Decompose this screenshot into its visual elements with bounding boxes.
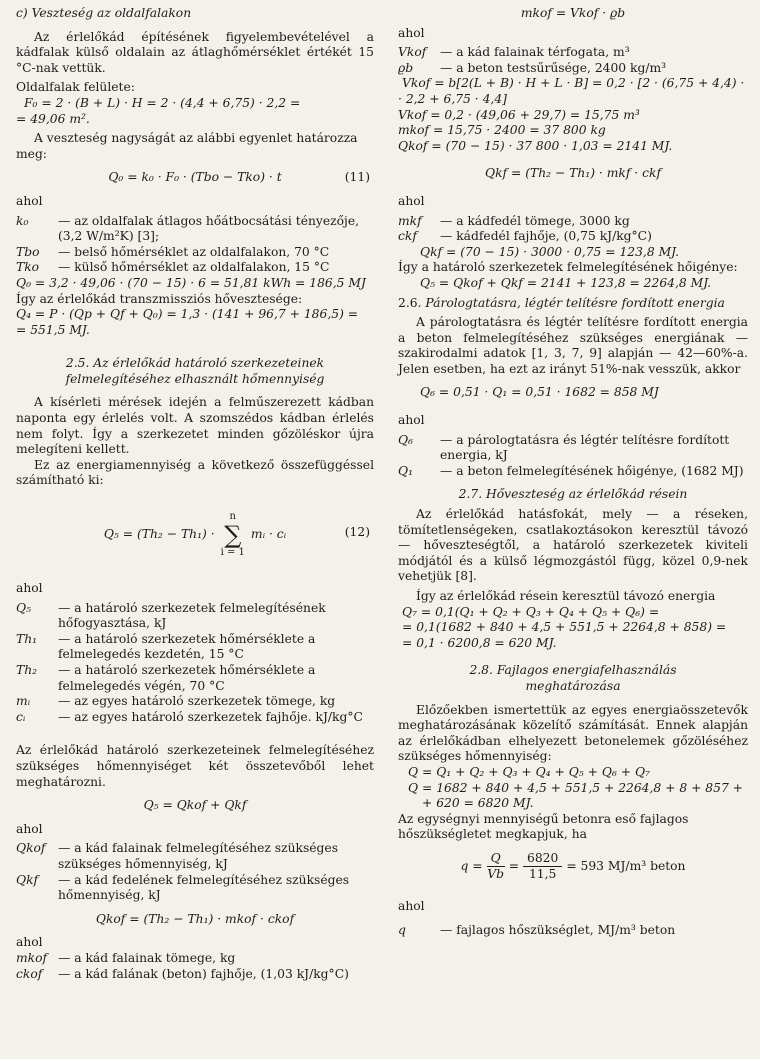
calc-vkof-line2: · 2,2 + 6,75 · 4,4] (398, 91, 507, 106)
two-components-paragraph: Az érlelőkád határoló szerkezeteinek felmelegítéséhez szükséges hőmennyiséget két összetevőből lehet meghatározni. (16, 743, 374, 789)
definition-symbol: Qkf (16, 872, 39, 887)
calc-q-line2: Q = 1682 + 840 + 4,5 + 551,5 + 2264,8 + 8 + 857 + (408, 780, 743, 795)
definition-symbol: Q₅ (16, 600, 32, 615)
calc-mkof: mkof = 15,75 · 2400 = 37 800 kg (398, 123, 606, 138)
ahol-label: ahol (398, 413, 425, 428)
calc-q7-line1: Q₇ = 0,1(Q₁ + Q₂ + Q₃ + Q₄ + Q₅ + Q₆) = (402, 604, 660, 619)
transmission-text: Így az érlelőkád transzmissziós hővesztesége: (16, 291, 303, 306)
equation-11 (16, 170, 374, 186)
definition-text: — az oldalfalak átlagos hőátbocsátási tényezője, (3,2 W/m²K) [3]; (58, 213, 360, 244)
definition-symbol: Tbo (16, 244, 40, 259)
definition-q (398, 923, 748, 939)
definition-q1 (398, 464, 748, 480)
equation-11-number: (11) (344, 170, 370, 185)
definition-text: — a beton felmelegítésének hőigénye, (1682 MJ) (440, 463, 744, 478)
definition-text: — az egyes határoló szerkezetek fajhője. kJ/kg°C (58, 709, 363, 724)
ahol-label: ahol (398, 25, 425, 40)
left-column (16, 6, 374, 982)
definition-text: — külső hőmérséklet az oldalfalakon, 15 °C (58, 260, 330, 275)
fraction-2-numerator: 6820 (523, 851, 562, 868)
definition-text: — a határoló szerkezetek hőmérséklete a felmelegedés végén, 70 °C (58, 663, 316, 693)
definition-text: — a kád falainak felmelegítéséhez szükséges szükséges hőmennyiség, kJ (58, 841, 339, 871)
definition-tko (16, 260, 374, 276)
definition-text: — a határoló szerkezetek felmelegítésének hőfogyasztása, kJ (58, 600, 326, 631)
definition-text: — a kádfedél tömege, 3000 kg (440, 213, 630, 228)
ahol-label: ahol (398, 193, 425, 208)
equation-q5: Q₅ = Qkof + Qkf (143, 798, 247, 813)
definition-qkof (16, 841, 374, 872)
calc-q-line3: + 620 = 6820 MJ. (422, 796, 534, 811)
summation (221, 511, 245, 559)
definition-q6 (398, 433, 748, 464)
equation-mkof: mkof = Vkof · ϱb (520, 6, 626, 20)
definition-text: — kádfedél fajhője, (0,75 kJ/kg°C) (440, 229, 652, 244)
calc-q-line1: Q = Q₁ + Q₂ + Q₃ + Q₄ + Q₅ + Q₆ + Q₇ (408, 764, 651, 779)
fraction-2 (523, 851, 562, 883)
definition-th1 (16, 632, 374, 663)
frac-result: = 593 MJ/m³ beton (566, 859, 686, 874)
definition-symbol: Q₆ (398, 432, 414, 447)
calc-q7-line2: = 0,1(1682 + 840 + 4,5 + 551,5 + 2264,8 + 858) = (402, 620, 727, 635)
calc-q5: Q₅ = Qkof + Qkf = 2141 + 123,8 = 2264,8 MJ. (420, 275, 712, 290)
fraction-1 (487, 851, 505, 883)
definition-symbol: Tko (16, 260, 40, 275)
definition-text: — belső hőmérséklet az oldalfalakon, 70 °C (58, 244, 330, 259)
fraction-2-denominator: 11,5 (528, 867, 557, 882)
definition-ckf (398, 229, 748, 245)
definition-symbol: Th₂ (16, 663, 38, 677)
fraction-1-numerator: Q (487, 851, 505, 868)
ahol-label: ahol (16, 581, 43, 596)
definition-symbol: k₀ (16, 213, 29, 228)
equation-qkf: Qkf = (Th₂ − Th₁) · mkf · ckf (484, 166, 662, 181)
equation-12-number: (12) (344, 525, 370, 540)
ahol-label: ahol (398, 898, 425, 913)
walls-label: Oldalfalak felülete: (16, 80, 135, 95)
sum-upper-limit: n (229, 511, 236, 523)
calc-qkf: Qkf = (70 − 15) · 3000 · 0,75 = 123,8 MJ. (420, 244, 680, 259)
right-column (398, 6, 748, 938)
calc-q6: Q₆ = 0,51 · Q₁ = 0,51 · 1682 = 858 MJ (420, 385, 659, 400)
definition-th2 (16, 663, 374, 694)
calc-vkof-line1: Vkof = b[2(L + B) · H + L · B] = 0,2 · [2 · (6,75 + 4,4) · (402, 76, 745, 91)
definition-text: — a határoló szerkezetek hőmérséklete a felmelegedés kezdetén, 15 °C (58, 631, 316, 662)
section-2-5-paragraph-1: A kísérleti mérések idején a felműszerezett kádban naponta egy érlelés volt. A szomszédos kádban érlelés nem folyt. Így a szerkezetet minden gőzöléskor újra melegíteni kellett. (16, 395, 374, 457)
definition-text: — a kád falainak térfogata, m³ (440, 45, 630, 60)
sum-icon: ∑ (224, 521, 242, 550)
calc-q4-line2: = 551,5 MJ. (16, 322, 90, 337)
frac-lhs: q = (460, 859, 483, 874)
sum-lower-limit: i = 1 (220, 547, 245, 559)
definition-symbol: ϱb (398, 60, 414, 75)
definition-symbol: cᵢ (16, 709, 26, 724)
section-2-6-heading: Párologtatásra, légtér telítésre fordított energia (425, 295, 725, 310)
walls-equation-1: F₀ = 2 · (B + L) · H = 2 · (4,4 + 6,75) · 2,2 = (24, 95, 301, 110)
walls-equation-2: = 49,06 m². (16, 111, 90, 126)
ahol-label: ahol (16, 193, 43, 208)
definition-ci (16, 710, 374, 726)
definition-text: — a beton testsűrűsége, 2400 kg/m³ (440, 60, 667, 75)
section-2-7-paragraph: Az érlelőkád hatásfokát, mely — a réseken, tömítetlenségeken, csatlakoztásokon keresztül távozó — hőveszteségtől, a határoló szerkezetek kiviteli módjától és a külső légmozgástól függ, közel 0,9-nek vehetjük [8]. (398, 507, 748, 584)
section-2-7-paragraph-2: Így az érlelőkád résein keresztül távozó energia (416, 589, 716, 603)
equation-12-right: mᵢ · cᵢ (250, 527, 287, 542)
definition-text: — a kád fedelének felmelegítéséhez szükséges hőmennyiség, kJ (58, 872, 350, 903)
section-c-title: c) Veszteség az oldalfalakon (16, 6, 192, 20)
definition-symbol: Qkof (16, 841, 46, 856)
intro-paragraph: Az érlelőkád építésének figyelembevételével a kádfalak külső oldalain az átlaghőmérséklet értékét 15 °C-nak vettük. (16, 29, 374, 75)
equation-12-left: Q₅ = (Th₂ − Th₁) · (103, 527, 215, 542)
section-2-5-paragraph-2: Ez az energiamennyiség a következő összefüggéssel számítható ki: (16, 457, 374, 488)
definition-symbol: mᵢ (16, 694, 31, 709)
total-heat-text: Így a határoló szerkezetek felmelegítésének hőigénye: (398, 260, 738, 275)
section-2-6-number: 2.6. (398, 295, 422, 310)
section-2-6-title (398, 296, 748, 312)
section-2-8-paragraph: Előzőekben ismertettük az egyes energiaösszetevők meghatározásának közelítő számítását. Ennek alapján az érlelőkádban elhelyezett betonelemek gőzöléséhez szükséges hőmennyiség: (398, 702, 748, 764)
specific-heat-equation (398, 847, 748, 887)
definition-text: — a párologtatásra és légtér telítésre fordított energia, kJ (440, 432, 730, 463)
calc-qkof: Qkof = (70 − 15) · 37 800 · 1,03 = 2141 MJ. (398, 138, 673, 153)
definition-mkof (16, 951, 374, 967)
equation-qkof: Qkof = (Th₂ − Th₁) · mkof · ckof (95, 911, 295, 926)
definition-symbol: Q₁ (398, 463, 414, 478)
definition-tbo (16, 245, 374, 261)
section-2-6-paragraph: A párologtatásra és légtér telítésre fordított energia a beton felmelegítéséhez szükséges energiának — szakirodalmi adatok [1, 3, 7, 9] alapján — 42—60%-a. Jelen esetben, ha ezt az irányt 51%-nak vesszük, akkor (398, 315, 748, 376)
calc-vkof-line3: Vkof = 0,2 · (49,06 + 29,7) = 15,75 m³ (398, 107, 640, 122)
definition-symbol: Th₁ (16, 631, 38, 646)
calc-q7-line3: = 0,1 · 6200,8 = 620 MJ. (402, 635, 557, 650)
definition-symbol: Vkof (398, 45, 427, 60)
definition-mkf (398, 214, 748, 230)
section-2-7-title: 2.7. Hőveszteség az érlelőkád résein (458, 487, 688, 502)
definition-symbol: ckof (16, 966, 43, 981)
definition-text: — a kád falainak tömege, kg (58, 950, 236, 965)
definition-text: — a kád falának (beton) fajhője, (1,03 kJ/kg°C) (58, 966, 349, 981)
definition-symbol: q (398, 922, 406, 937)
definition-q5 (16, 601, 374, 632)
definition-ckof (16, 967, 374, 983)
definition-k0 (16, 214, 374, 245)
calc-q4-line1: Q₄ = P · (Qp + Qf + Q₀) = 1,3 · (141 + 96,7 + 186,5) = (16, 307, 359, 322)
fraction-1-denominator: Vb (487, 867, 505, 882)
ahol-label: ahol (16, 821, 43, 836)
definition-text: — az egyes határoló szerkezetek tömege, kg (58, 694, 336, 709)
definition-rho (398, 61, 748, 77)
definition-vkof (398, 45, 748, 61)
definition-symbol: mkof (16, 950, 48, 965)
definition-symbol: ckf (398, 229, 417, 244)
ahol-label: ahol (16, 935, 43, 950)
section-2-8-paragraph-2: Az egységnyi mennyiségű betonra eső fajlagos hőszükségletet megkapjuk, ha (398, 811, 689, 842)
equation-12 (16, 507, 374, 563)
section-2-8-title: 2.8. Fajlagos energiafelhasználás meghatározása (469, 663, 677, 693)
definition-qkf (16, 873, 374, 904)
definition-symbol: mkf (398, 213, 422, 228)
section-2-5-title: 2.5. Az érlelőkád határoló szerkezeteinek felmelegítéséhez elhasznált hőmennyiség (65, 356, 325, 386)
definition-mi (16, 694, 374, 710)
calc-q0: Q₀ = 3,2 · 49,06 · (70 − 15) · 6 = 51,81 kWh = 186,5 MJ (16, 275, 366, 290)
loss-text: A veszteség nagyságát az alábbi egyenlet határozza meg: (16, 131, 358, 161)
frac-equals: = (508, 859, 520, 874)
definition-text: — fajlagos hőszükséglet, MJ/m³ beton (440, 922, 676, 937)
equation-11-body: Q₀ = k₀ · F₀ · (Tbo − Tko) · t (108, 170, 282, 185)
